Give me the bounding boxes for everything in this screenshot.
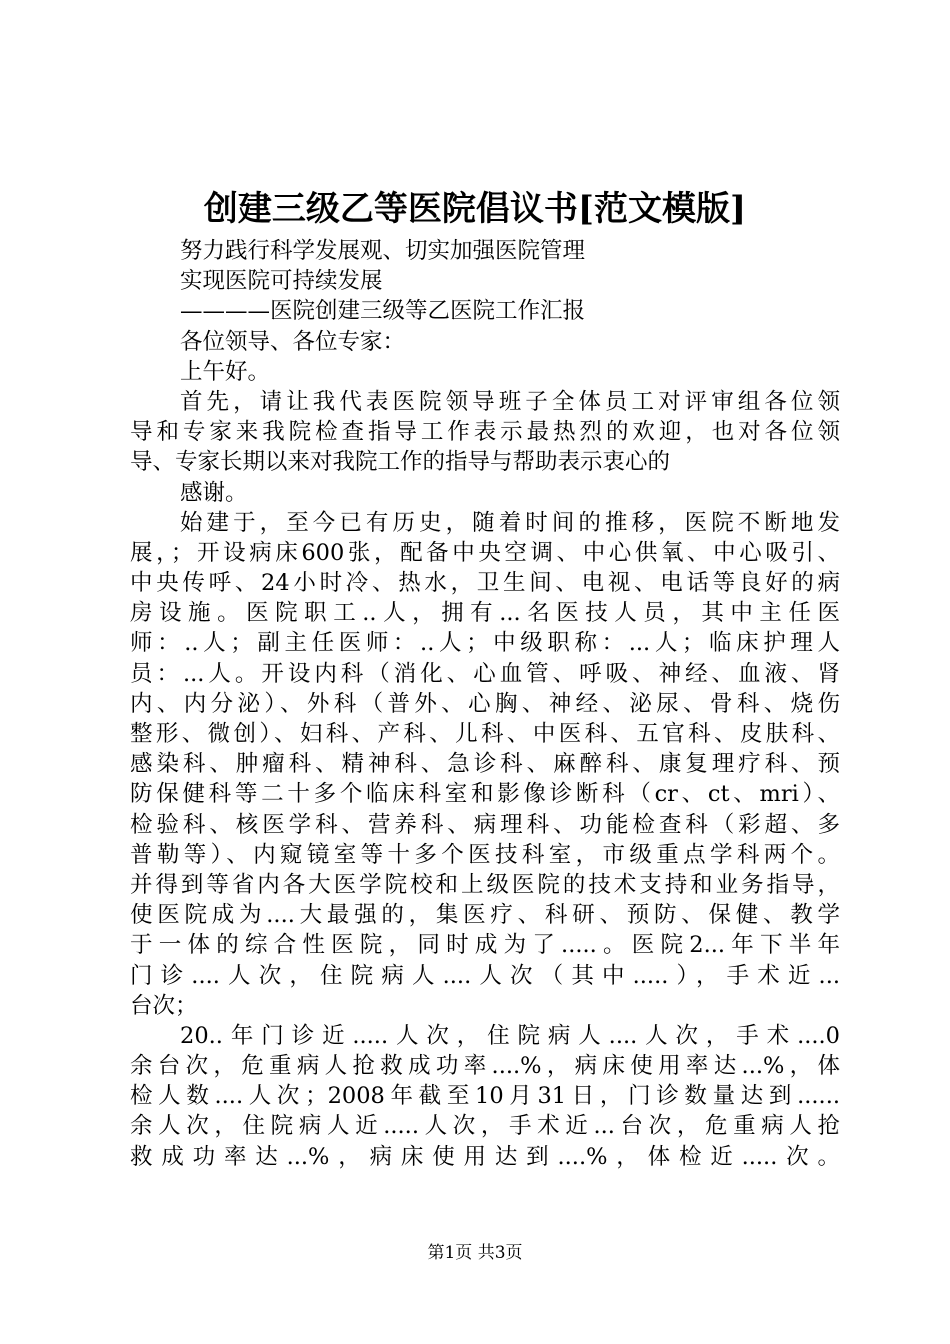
document-title: 创建三级乙等医院倡议书[范文模版] xyxy=(203,189,747,229)
text-line: 余人次，住院病人近.....人次，手术近...台次，危重病人抢 xyxy=(130,1113,840,1140)
text-line: 普勒等）、内窥镜室等十多个医技科室，市级重点学科两个。 xyxy=(130,841,840,868)
text-line: 感谢。 xyxy=(180,479,248,506)
text-line: ————医院创建三级等乙医院工作汇报 xyxy=(180,298,586,325)
text-line: 20..年门诊近.....人次，住院病人....人次，手术....0 xyxy=(180,1022,840,1049)
text-line: 导、专家长期以来对我院工作的指导与帮助表示衷心的 xyxy=(130,449,671,476)
text-line: 门诊....人次，住院病人....人次（其中.....），手术近... xyxy=(130,962,840,989)
text-line: 员：...人。开设内科（消化、心血管、呼吸、神经、血液、肾 xyxy=(130,660,840,687)
text-line: 努力践行科学发展观、切实加强医院管理 xyxy=(180,238,586,264)
page-footer: 第1页 共3页 xyxy=(427,1243,523,1263)
text-line: 余台次，危重病人抢救成功率....%，病床使用率达...%，体 xyxy=(130,1053,840,1080)
text-line: 房设施。医院职工..人，拥有...名医技人员，其中主任医 xyxy=(130,600,840,627)
text-line: 使医院成为....大最强的，集医疗、科研、预防、保健、教学 xyxy=(130,902,840,929)
text-line: 检人数....人次；2008年截至10月31日，门诊数量达到...... xyxy=(130,1083,840,1110)
text-line: 救成功率达...%，病床使用达到....%，体检近.....次。 xyxy=(130,1143,840,1170)
text-line: 感染科、肿瘤科、精神科、急诊科、麻醉科、康复理疗科、预 xyxy=(130,751,840,778)
text-line: 展，；开设病床600张，配备中央空调、中心供氧、中心吸引、 xyxy=(130,539,840,566)
text-line: 于一体的综合性医院，同时成为了.....。医院2...年下半年 xyxy=(130,932,840,959)
document-body xyxy=(130,236,840,1172)
text-line: 首先，请让我代表医院领导班子全体员工对评审组各位领 xyxy=(180,388,840,415)
text-line: 师：..人；副主任医师：..人；中级职称：...人；临床护理人 xyxy=(130,630,840,657)
text-line: 导和专家来我院检查指导工作表示最热烈的欢迎，也对各位领 xyxy=(130,419,840,446)
text-line: 实现医院可持续发展 xyxy=(180,268,383,295)
text-line: 整形、微创）、妇科、产科、儿科、中医科、五官科、皮肤科、 xyxy=(130,721,840,747)
text-line: 台次； xyxy=(130,992,198,1019)
text-line: 各位领导、各位专家： xyxy=(180,328,406,355)
text-line: 并得到等省内各大医学院校和上级医院的技术支持和业务指导， xyxy=(130,871,840,898)
text-line: 始建于，至今已有历史，随着时间的推移，医院不断地发 xyxy=(180,509,840,536)
text-line: 中央传呼、24小时冷、热水，卫生间、电视、电话等良好的病 xyxy=(130,570,840,597)
text-line: 内、内分泌）、外科（普外、心胸、神经、泌尿、骨科、烧伤 xyxy=(130,690,840,717)
text-line: 上午好。 xyxy=(180,358,271,385)
text-line: 防保健科等二十多个临床科室和影像诊断科（cr、ct、mri）、 xyxy=(130,781,840,808)
text-line: 检验科、核医学科、营养科、病理科、功能检查科（彩超、多 xyxy=(130,811,840,838)
